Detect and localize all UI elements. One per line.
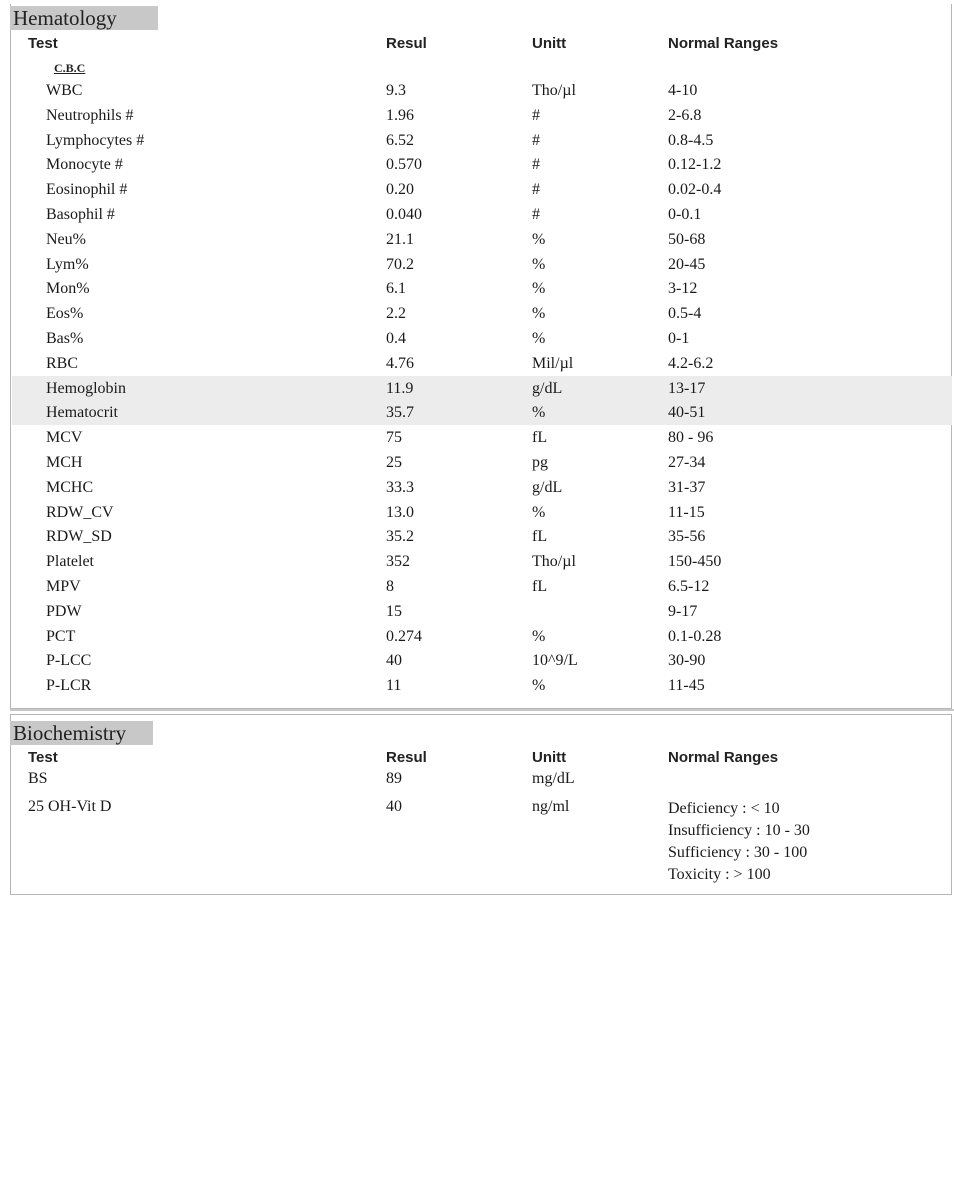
bio-header-result: Resul xyxy=(386,749,427,766)
result-cell: 8 xyxy=(386,577,394,595)
result-cell: 13.0 xyxy=(386,503,414,521)
unit-cell: g/dL xyxy=(532,379,563,397)
unit-cell: g/dL xyxy=(532,478,563,496)
hema-header-result: Resul xyxy=(386,35,427,52)
test-name-cell: MPV xyxy=(46,577,81,595)
table-row xyxy=(12,252,952,277)
test-name-cell: MCH xyxy=(46,453,83,471)
table-row xyxy=(12,425,952,450)
test-name-cell: Monocyte # xyxy=(46,156,123,174)
normal-range-cell: 13-17 xyxy=(668,379,706,397)
hema-header-range: Normal Ranges xyxy=(668,35,779,52)
bio-header-range: Normal Ranges xyxy=(668,749,779,766)
table-row xyxy=(12,574,952,599)
result-cell: 21.1 xyxy=(386,230,414,248)
normal-range-cell: 27-34 xyxy=(668,453,706,471)
normal-range-cell: 11-15 xyxy=(668,503,705,521)
biochemistry-title: Biochemistry xyxy=(10,721,153,745)
table-row xyxy=(12,351,952,376)
test-name-cell: Hematocrit xyxy=(46,404,118,422)
result-cell: 0.20 xyxy=(386,181,414,199)
test-name-cell: Neutrophils # xyxy=(46,106,134,124)
test-name-cell: MCV xyxy=(46,429,83,447)
range-line: Sufficiency : 30 - 100 xyxy=(668,844,808,861)
normal-range-cell: 3-12 xyxy=(668,280,698,298)
unit-cell: Tho/µl xyxy=(532,553,576,571)
unit-cell: pg xyxy=(532,453,548,471)
unit-cell: Mil/µl xyxy=(532,354,574,372)
normal-range-cell: 6.5-12 xyxy=(668,577,710,595)
result-cell: 4.76 xyxy=(386,354,414,372)
unit-cell: 10^9/L xyxy=(532,652,578,670)
result-cell: 33.3 xyxy=(386,478,414,496)
normal-range-cell: 2-6.8 xyxy=(668,106,702,124)
test-name-cell: PDW xyxy=(46,602,82,620)
unit-cell: fL xyxy=(532,429,548,447)
unit-cell: Tho/µl xyxy=(532,82,576,99)
unit-cell: % xyxy=(532,280,546,298)
normal-range-cell: 0.02-0.4 xyxy=(668,181,722,199)
table-row xyxy=(12,648,952,673)
cbc-group-label: C.B.C xyxy=(54,61,86,75)
test-name-cell: MCHC xyxy=(46,478,94,496)
test-name-cell: Platelet xyxy=(46,553,94,571)
result-cell: 0.4 xyxy=(386,329,406,347)
bio-header-test: Test xyxy=(28,749,58,766)
range-line: Deficiency : < 10 xyxy=(668,800,780,817)
unit-cell: % xyxy=(532,627,546,645)
result-cell: 40 xyxy=(386,652,402,670)
unit-cell: # xyxy=(532,131,540,149)
unit-cell: % xyxy=(532,677,546,695)
hematology-title: Hematology xyxy=(10,6,158,30)
table-row xyxy=(12,500,952,525)
test-name-cell: Bas% xyxy=(46,329,84,347)
result-cell: 0.040 xyxy=(386,205,422,223)
table-row xyxy=(12,524,952,549)
unit-cell: ng/ml xyxy=(532,798,570,815)
test-name-cell: Mon% xyxy=(46,280,90,298)
table-row xyxy=(12,798,952,894)
result-cell: 0.570 xyxy=(386,156,422,174)
result-cell: 40 xyxy=(386,798,402,815)
test-name-cell: RBC xyxy=(46,354,79,372)
normal-range-cell: 35-56 xyxy=(668,528,706,546)
test-name-cell: RDW_SD xyxy=(46,528,112,546)
unit-cell: # xyxy=(532,205,540,223)
test-name-cell: PCT xyxy=(46,627,76,645)
unit-cell: # xyxy=(532,181,540,199)
table-row xyxy=(12,78,952,103)
unit-cell: % xyxy=(532,255,546,273)
normal-range-cell xyxy=(668,798,810,886)
hema-header-test: Test xyxy=(28,35,58,52)
result-cell: 1.96 xyxy=(386,106,414,124)
hematology-table xyxy=(12,78,952,698)
normal-range-cell: 30-90 xyxy=(668,652,706,670)
table-row xyxy=(12,177,952,202)
table-row xyxy=(12,128,952,153)
table-row xyxy=(12,202,952,227)
table-row xyxy=(12,301,952,326)
table-row xyxy=(12,227,952,252)
table-row xyxy=(12,276,952,301)
result-cell: 75 xyxy=(386,429,402,447)
table-row xyxy=(12,770,952,798)
test-name-cell: RDW_CV xyxy=(46,503,114,521)
normal-range-cell: 4.2-6.2 xyxy=(668,354,714,372)
result-cell: 6.1 xyxy=(386,280,406,298)
result-cell: 0.274 xyxy=(386,627,422,645)
normal-range-cell: 0.5-4 xyxy=(668,305,702,323)
table-row xyxy=(12,326,952,351)
unit-cell: # xyxy=(532,156,540,174)
normal-range-cell: 40-51 xyxy=(668,404,706,422)
result-cell: 15 xyxy=(386,602,402,620)
normal-range-cell: 31-37 xyxy=(668,478,706,496)
biochemistry-table xyxy=(12,770,952,894)
result-cell: 2.2 xyxy=(386,305,406,323)
normal-range-cell: 0.12-1.2 xyxy=(668,156,722,174)
test-name-cell: Eosinophil # xyxy=(46,181,128,199)
test-name-cell: Lymphocytes # xyxy=(46,131,145,149)
unit-cell: % xyxy=(532,329,546,347)
test-name-cell: Lym% xyxy=(46,255,89,273)
unit-cell: fL xyxy=(532,528,548,546)
result-cell: 11 xyxy=(386,677,402,695)
normal-range-cell: 50-68 xyxy=(668,230,706,248)
section-divider xyxy=(10,709,954,711)
test-name-cell: P-LCC xyxy=(46,652,92,670)
unit-cell: # xyxy=(532,106,540,124)
table-row xyxy=(12,475,952,500)
range-line: Insufficiency : 10 - 30 xyxy=(668,822,810,839)
table-row xyxy=(12,624,952,649)
range-line: Toxicity : > 100 xyxy=(668,866,771,883)
normal-range-cell: 0.8-4.5 xyxy=(668,131,714,149)
result-cell: 6.52 xyxy=(386,131,414,149)
result-cell: 11.9 xyxy=(386,379,414,397)
normal-range-cell: 0-0.1 xyxy=(668,205,702,223)
test-name-cell: WBC xyxy=(46,82,83,99)
normal-range-cell: 9-17 xyxy=(668,602,698,620)
normal-range-cell: 4-10 xyxy=(668,82,698,99)
unit-cell: % xyxy=(532,404,546,422)
table-row xyxy=(12,450,952,475)
normal-range-cell: 11-45 xyxy=(668,677,705,695)
test-name-cell: P-LCR xyxy=(46,677,92,695)
result-cell: 70.2 xyxy=(386,255,414,273)
result-cell: 89 xyxy=(386,770,402,787)
test-name-cell: Hemoglobin xyxy=(46,379,126,397)
test-name-cell: 25 OH-Vit D xyxy=(28,798,112,815)
bio-header-unit: Unitt xyxy=(532,749,567,766)
unit-cell: % xyxy=(532,503,546,521)
test-name-cell: Eos% xyxy=(46,305,84,323)
unit-cell: % xyxy=(532,230,546,248)
hema-header-unit: Unitt xyxy=(532,35,567,52)
normal-range-cell: 20-45 xyxy=(668,255,706,273)
table-row xyxy=(12,376,952,401)
table-row xyxy=(12,103,952,128)
unit-cell: fL xyxy=(532,577,548,595)
result-cell: 352 xyxy=(386,553,410,571)
test-name-cell: BS xyxy=(28,770,48,787)
unit-cell: % xyxy=(532,305,546,323)
result-cell: 9.3 xyxy=(386,82,406,99)
result-cell: 35.7 xyxy=(386,404,414,422)
table-row xyxy=(12,400,952,425)
table-row xyxy=(12,599,952,624)
result-cell: 25 xyxy=(386,453,402,471)
unit-cell: mg/dL xyxy=(532,770,575,787)
test-name-cell: Basophil # xyxy=(46,205,115,223)
table-row xyxy=(12,673,952,698)
result-cell: 35.2 xyxy=(386,528,414,546)
table-row xyxy=(12,549,952,574)
normal-range-cell: 150-450 xyxy=(668,553,722,571)
normal-range-cell: 80 - 96 xyxy=(668,429,714,447)
normal-range-cell: 0.1-0.28 xyxy=(668,627,722,645)
test-name-cell: Neu% xyxy=(46,230,86,248)
table-row xyxy=(12,152,952,177)
normal-range-cell: 0-1 xyxy=(668,329,690,347)
